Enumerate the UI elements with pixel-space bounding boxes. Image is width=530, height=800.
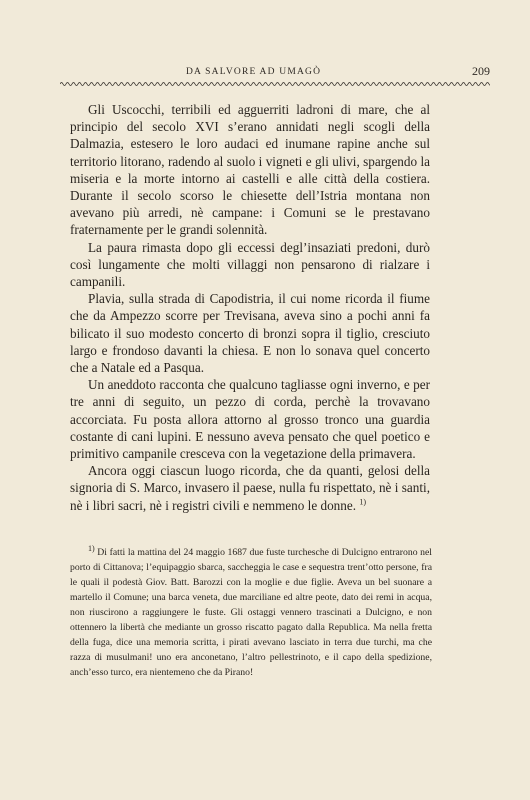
- paragraph-text: Ancora oggi ciascun luogo ricorda, che da quanti, gelosi della signoria di S. Marco, invasero il paese, nulla fu rispettato, nè i santi, nè i libri sacri, nè i registri civili e nemmeno le donne.: [70, 463, 430, 513]
- page-header: [60, 61, 490, 83]
- main-text: [70, 101, 430, 514]
- footnote-marker: 1): [88, 543, 95, 553]
- footnote-area: [70, 545, 432, 680]
- paragraph: Un aneddoto racconta che qualcuno tagliasse ogni inverno, e per tre anni di seguito, un pezzo di corda, perchè la trovavano accorciata. Fu posta allora attorno al grosso tronco una guardia costante di cani lupini. E nessuno aveva pensato che quel poetico e primitivo campanile cresceva con la vegetazione della primavera.: [70, 377, 430, 462]
- paragraph-with-footnote-ref: [70, 462, 430, 514]
- paragraph: Gli Uscocchi, terribili ed agguerriti ladroni di mare, che al principio del secolo XVI s’erano annidati negli scogli della Dalmazia, estesero le loro audaci ed inumane rapine anche sul territorio litorano, radendo al suolo i vigneti e gli ulivi, spargendo la miseria e la morte intorno ai castelli e alle città della costiera. Durante il secolo scorso le chiesette dell’Istria montana non avevano più arredi, nè campane: i Comuni se le prestavano fraternamente per le grandi solennità.: [70, 102, 430, 238]
- footnote-text: Di fatti la mattina del 24 maggio 1687 due fuste turchesche di Dulcigno entrarono nel porto di Cittanova; l’equipaggio sbarca, saccheggia le case e sequestra trent’otto persone, fra le quali il podestà Giov. Batt. Barozzi con la moglie e due figlie. Aveva un bel suonare a martello il Comune; una barca veneta, due marciliane ed altre peote, dato dei remi in acqua, non riuscirono a raggiungere le fuste. Gli ostaggi vennero trascinati a Dulcigno, e non ottennero la libertà che mediante un grosso riscatto pagato dalla Republica. Ma nella fretta della fuga, dice una memoria scritta, i pirati avevano lasciato in terra due turchi, ma che razza di musulmani! uno era anconetano, l’altro pellestrinoto, e il capo della spedizione, anch’esso turco, era nientemeno che da Pirano!: [70, 547, 432, 678]
- running-title: DA SALVORE AD UMAGÒ: [186, 67, 322, 77]
- footnote-reference[interactable]: 1): [359, 497, 366, 507]
- footnote: [70, 545, 432, 680]
- paragraph: Plavia, sulla strada di Capodistria, il cui nome ricorda il fiume che da Ampezzo scorre per Trevisana, aveva sino a pochi anni fa bilicato il suo modesto concerto di bronzi sopra il tiglio, cresciuto largo e frondoso davanti la chiesa. E non lo sonava quel concerto che a Natale ed a Pasqua.: [70, 291, 430, 376]
- wavy-rule: [60, 81, 490, 87]
- page-number: 209: [472, 64, 490, 78]
- paragraph: La paura rimasta dopo gli eccessi degl’insaziati predoni, durò così lungamente che molti villaggi non pensarono di rialzare i campanili.: [70, 239, 430, 290]
